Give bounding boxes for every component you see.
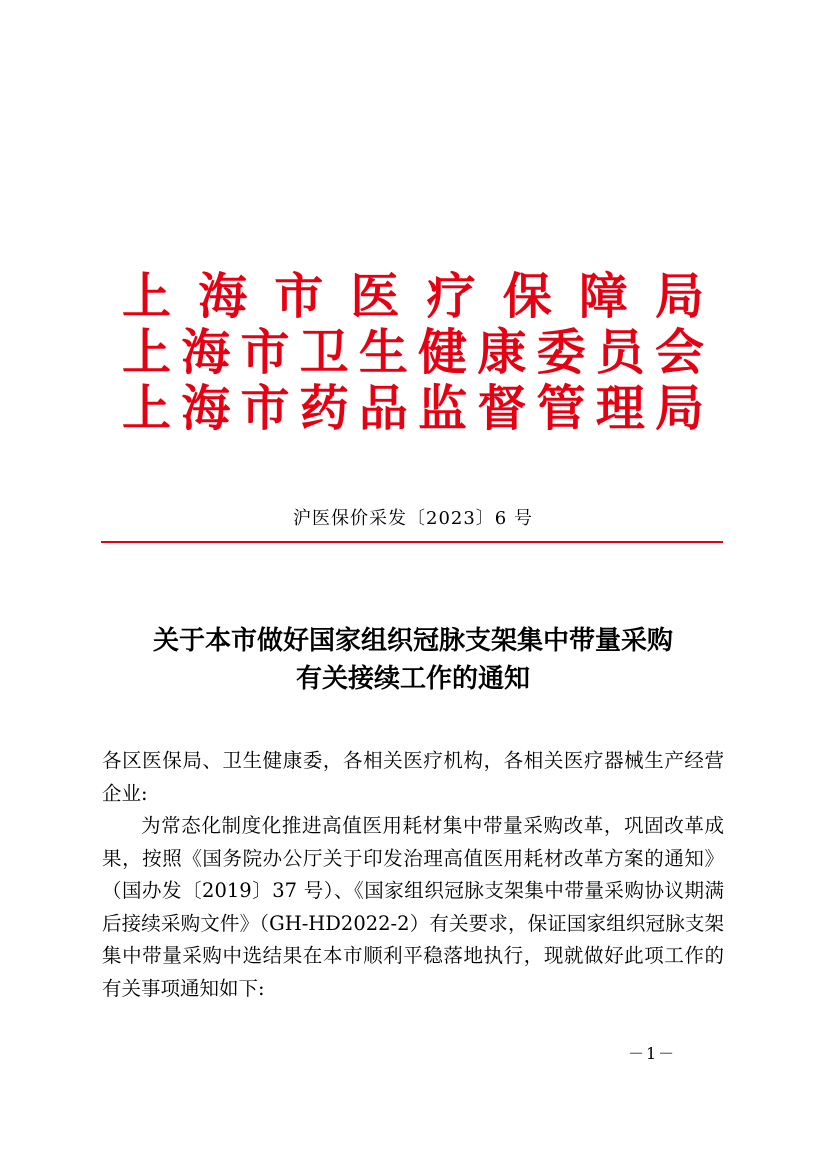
header-char: 生 xyxy=(358,323,408,381)
header-char: 上 xyxy=(122,323,172,381)
issuing-authority-medical-security-bureau xyxy=(100,268,726,324)
header-char: 市 xyxy=(240,323,290,381)
header-char: 药 xyxy=(299,379,349,437)
body-paragraph: 为常态化制度化推进高值医用耗材集中带量采购改革，巩固改革成果，按照《国务院办公厅关于印发治理高值医用耗材改革方案的通知》（国办发〔2019〕37 号）、《国家组织冠脉支架集中带量采购协议期满后接续采购文件》（GH-HD2022-2）有关要求，保证国家组织冠脉支架集中带量采购中选结果在本市顺利平稳落地执行，现就做好此项工作的有关事项通知如下: xyxy=(102,814,724,1000)
header-char: 医 xyxy=(350,267,400,325)
red-divider-line xyxy=(101,541,723,543)
document-title-line-2: 有关接续工作的通知 xyxy=(295,664,530,694)
header-char: 市 xyxy=(274,267,324,325)
header-char: 上 xyxy=(122,267,172,325)
header-char: 督 xyxy=(477,379,527,437)
header-char: 疗 xyxy=(426,267,476,325)
header-char: 健 xyxy=(418,323,468,381)
issuing-authorities-header xyxy=(100,268,726,436)
header-char: 保 xyxy=(502,267,552,325)
header-char: 康 xyxy=(477,323,527,381)
document-title xyxy=(90,622,736,698)
header-char: 员 xyxy=(595,323,645,381)
header-char: 局 xyxy=(654,379,704,437)
header-char: 障 xyxy=(578,267,628,325)
document-number: 沪医保价采发〔2023〕6 号 xyxy=(293,508,533,529)
header-char: 海 xyxy=(198,267,248,325)
header-char: 市 xyxy=(240,379,290,437)
document-body xyxy=(102,745,724,1005)
page-number: －1－ xyxy=(628,1044,677,1063)
header-char: 卫 xyxy=(299,323,349,381)
header-char: 管 xyxy=(536,379,586,437)
header-char: 品 xyxy=(358,379,408,437)
header-char: 上 xyxy=(122,379,172,437)
header-char: 局 xyxy=(654,267,704,325)
header-char: 海 xyxy=(181,379,231,437)
header-char: 理 xyxy=(595,379,645,437)
header-char: 监 xyxy=(418,379,468,437)
header-char: 委 xyxy=(536,323,586,381)
header-char: 海 xyxy=(181,323,231,381)
issuing-authority-drug-administration xyxy=(100,380,726,436)
header-char: 会 xyxy=(654,323,704,381)
document-title-line-1: 关于本市做好国家组织冠脉支架集中带量采购 xyxy=(152,626,673,656)
addressee-paragraph: 各区医保局、卫生健康委，各相关医疗机构，各相关医疗器械生产经营企业: xyxy=(102,749,724,805)
issuing-authority-health-commission xyxy=(100,324,726,380)
